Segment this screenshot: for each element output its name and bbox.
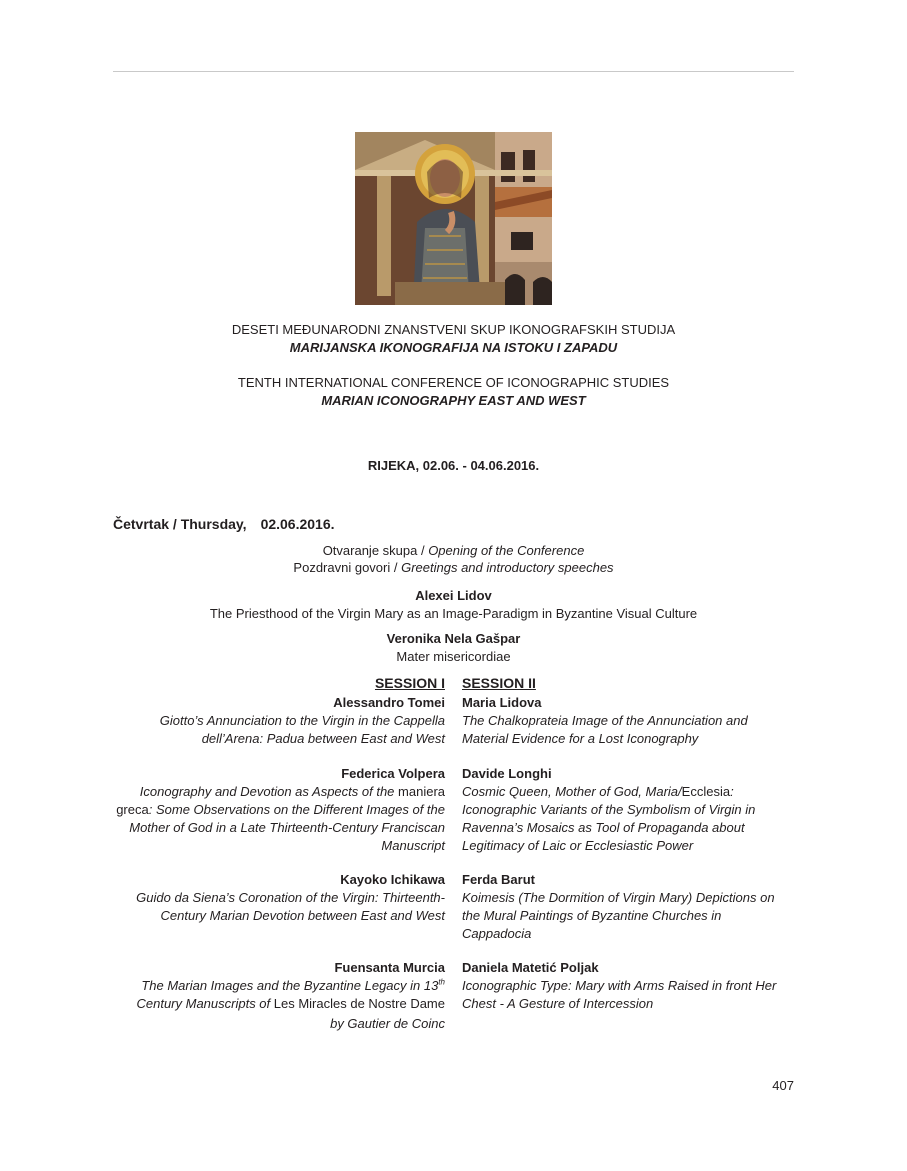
talk-title: Guido da Siena’s Coronation of the Virgin: Thirteenth-Century Marian Devotion between East and West — [136, 890, 445, 923]
list-item — [105, 694, 445, 748]
day-heading — [113, 515, 335, 533]
speaker-name: Ferda Barut — [462, 872, 535, 887]
title-hr-line1: DESETI MEĐUNARODNI ZNANSTVENI SKUP IKONOGRAFSKIH STUDIJA — [231, 322, 676, 337]
list-item — [462, 959, 792, 1013]
speaker-name: Fuensanta Murcia — [334, 960, 445, 975]
day-label: Četvrtak / Thursday, — [113, 516, 247, 532]
title-en-line2: MARIAN ICONOGRAPHY EAST AND WEST — [321, 393, 586, 408]
talk-title: The Marian Images and the Byzantine Legacy in 13th Century Manuscripts of Les Miracles de Nostre Dame by Gautier de Coinc — [136, 977, 445, 1031]
talk-title: Giotto’s Annunciation to the Virgin in the Cappella dell’Arena: Padua between East and West — [159, 713, 445, 746]
session-1-heading-wrap — [105, 674, 445, 693]
list-item — [462, 694, 792, 748]
fresco-image — [355, 132, 552, 305]
opening-hr: Otvaranje skupa / — [322, 543, 429, 558]
list-item — [105, 959, 445, 1035]
keynote-speaker: Alexei Lidov — [415, 588, 492, 603]
greetings-hr: Pozdravni govori / — [293, 560, 402, 575]
day-date: 02.06.2016. — [260, 516, 335, 532]
keynote-title: The Priesthood of the Virgin Mary as an Image-Paradigm in Byzantine Visual Culture — [209, 606, 698, 621]
talk-title: The Chalkoprateia Image of the Annunciation and Material Evidence for a Lost Iconography — [462, 713, 748, 746]
talk-title: Iconographic Type: Mary with Arms Raised in front Her Chest - A Gesture of Intercession — [462, 978, 777, 1011]
session-1-heading: SESSION I — [374, 675, 445, 691]
speaker-name: Federica Volpera — [341, 766, 445, 781]
talk-title: Iconography and Devotion as Aspects of the maniera greca: Some Observations on the Different Images of the Mother of God in a Late Thirteenth-Century Franciscan Manuscript — [116, 784, 445, 853]
top-divider — [113, 71, 794, 72]
speaker-name: Davide Longhi — [462, 766, 552, 781]
opening-en: Opening of the Conference — [428, 543, 585, 558]
place-date: RIJEKA, 02.06. - 04.06.2016. — [367, 458, 540, 473]
session-2-heading-wrap — [462, 674, 792, 693]
session-2-heading: SESSION II — [462, 675, 536, 691]
list-item — [105, 765, 445, 855]
greetings-en: Greetings and introductory speeches — [401, 560, 614, 575]
keynote-speaker: Veronika Nela Gašpar — [386, 631, 521, 646]
list-item — [462, 765, 792, 855]
speaker-name: Maria Lidova — [462, 695, 542, 710]
greetings-line — [0, 559, 907, 576]
speaker-name: Daniela Matetić Poljak — [462, 960, 599, 975]
speaker-name: Alessandro Tomei — [333, 695, 445, 710]
opening-line — [0, 542, 907, 559]
title-en-line1: TENTH INTERNATIONAL CONFERENCE OF ICONOGRAPHIC STUDIES — [237, 375, 670, 390]
talk-title: Cosmic Queen, Mother of God, Maria/Ecclesia: Iconographic Variants of the Symbolism of Virgin in Ravenna’s Mosaics as Tool of Propaganda about Legitimacy of Laic or Ecclesiastic Power — [462, 784, 756, 853]
list-item — [105, 871, 445, 925]
title-hr-line2: MARIJANSKA IKONOGRAFIJA NA ISTOKU I ZAPADU — [289, 340, 618, 355]
speaker-name: Kayoko Ichikawa — [340, 872, 445, 887]
page-number: 407 — [772, 1078, 794, 1093]
talk-title: Koimesis (The Dormition of Virgin Mary) Depictions on the Mural Paintings of Byzantine Churches in Cappadocia — [462, 890, 775, 941]
keynote-title: Mater misericordiae — [396, 649, 511, 664]
list-item — [462, 871, 792, 943]
